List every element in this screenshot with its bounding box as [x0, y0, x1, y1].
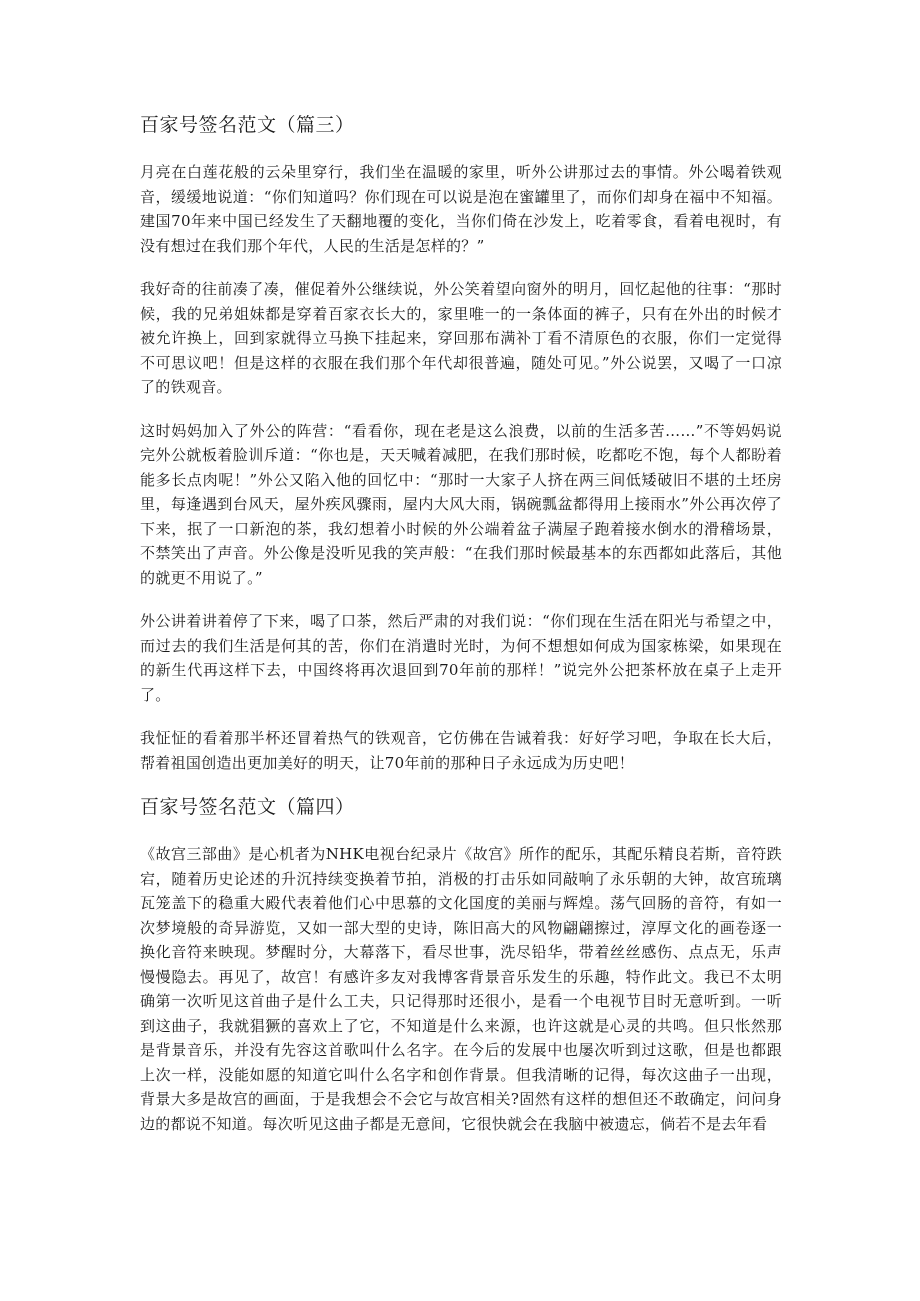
section-3: [140, 112, 782, 775]
section-title: 百家号签名范文（篇四）: [140, 796, 355, 818]
paragraph: 月亮在白莲花般的云朵里穿行，我们坐在温暖的家里，听外公讲那过去的事情。外公喝着铁观音，缓缓地说道：“你们知道吗？你们现在可以说是泡在蜜罐里了，而你们却身在福中不知福。建国70年来中国已经发生了天翻地覆的变化，当你们倚在沙发上，吃着零食，看着电视时，有没有想过在我们那个年代，人民的生活是怎样的？”: [140, 163, 782, 255]
paragraph: 我好奇的往前凑了凑，催促着外公继续说，外公笑着望向窗外的明月，回忆起他的往事：“那时候，我的兄弟姐妹都是穿着百家衣长大的，家里唯一的一条体面的裤子，只有在外出的时候才被允许换上，回到家就得立马换下挂起来，穿回那布满补丁看不清原色的衣服，你们一定觉得不可思议吧！但是这样的衣服在我们那个年代却很普遍，随处可见。”外公说罢，又喝了一口凉了的铁观音。: [140, 280, 782, 396]
paragraph: 我怔怔的看着那半杯还冒着热气的铁观音，它仿佛在告诫着我：好好学习吧，争取在长大后，帮着祖国创造出更加美好的明天，让70年前的那种日子永远成为历史吧！: [140, 729, 782, 772]
section-title: 百家号签名范文（篇三）: [140, 114, 355, 136]
document-page: [140, 112, 782, 1155]
paragraph: 这时妈妈加入了外公的阵营：“看看你，现在老是这么浪费，以前的生活多苦……”不等妈妈说完外公就板着脸训斥道：“你也是，天天喊着减肥，在我们那时候，吃都吃不饱，每个人都盼着能多长点肉呢！”外公又陷入他的回忆中：“那时一大家子人挤在两三间低矮破旧不堪的土坯房里，每逢遇到台风天，屋外疾风骤雨，屋内大风大雨，锅碗瓢盆都得用上接雨水”外公再次停了下来，抿了一口新泡的茶，我幻想着小时候的外公端着盆子满屋子跑着接水倒水的滑稽场景，不禁笑出了声音。外公像是没听见我的笑声般：“在我们那时候最基本的东西都如此落后，其他的就更不用说了。”: [140, 421, 782, 587]
paragraph: 外公讲着讲着停了下来，喝了口茶，然后严肃的对我们说：“你们现在生活在阳光与希望之中，而过去的我们生活是何其的苦，你们在消遣时光时，为何不想想如何成为国家栋梁，如果现在的新生代再这样下去，中国终将再次退回到70年前的那样！”说完外公把茶杯放在桌子上走开了。: [140, 612, 782, 704]
paragraph: 《故宫三部曲》是心机者为NHK电视台纪录片《故宫》所作的配乐，其配乐精良若斯，音符跌宕，随着历史论述的升沉持续变换着节拍，消极的打击乐如同敲响了永乐朝的大钟，故宫琉璃瓦笼盖下的稳重大殿代表着他们心中思慕的文化国度的美丽与辉煌。荡气回肠的音符，有如一次梦境般的奇异游览，又如一部大型的史诗，陈旧高大的风物翩翩擦过，淳厚文化的画卷逐一换化音符来映现。梦醒时分，大幕落下，看尽世事，洗尽铅华，带着丝丝感伤、点点无，乐声慢慢隐去。再见了，故宫！有感许多友对我博客背景音乐发生的乐趣，特作此文。我已不太明确第一次听见这首曲子是什么工夫，只记得那时还很小，是看一个电视节目时无意听到。一听到这曲子，我就猖獗的喜欢上了它，不知道是什么来源，也许这就是心灵的共鸣。但只怅然那是背景音乐，并没有先容这首歌叫什么名字。在今后的发展中也屡次听到过这歌，但是也都跟上次一样，没能如愿的知道它叫什么名字和创作背景。但我清晰的记得，每次这曲子一出现，背景大多是故宫的画面，于是我想会不会它与故宫相关?固然有这样的想但还不敢确定，问问身边的都说不知道。每次听见这曲子都是无意间，它很快就会在我脑中被遗忘，倘若不是去年看: [140, 845, 782, 1133]
section-4: [140, 794, 782, 1136]
